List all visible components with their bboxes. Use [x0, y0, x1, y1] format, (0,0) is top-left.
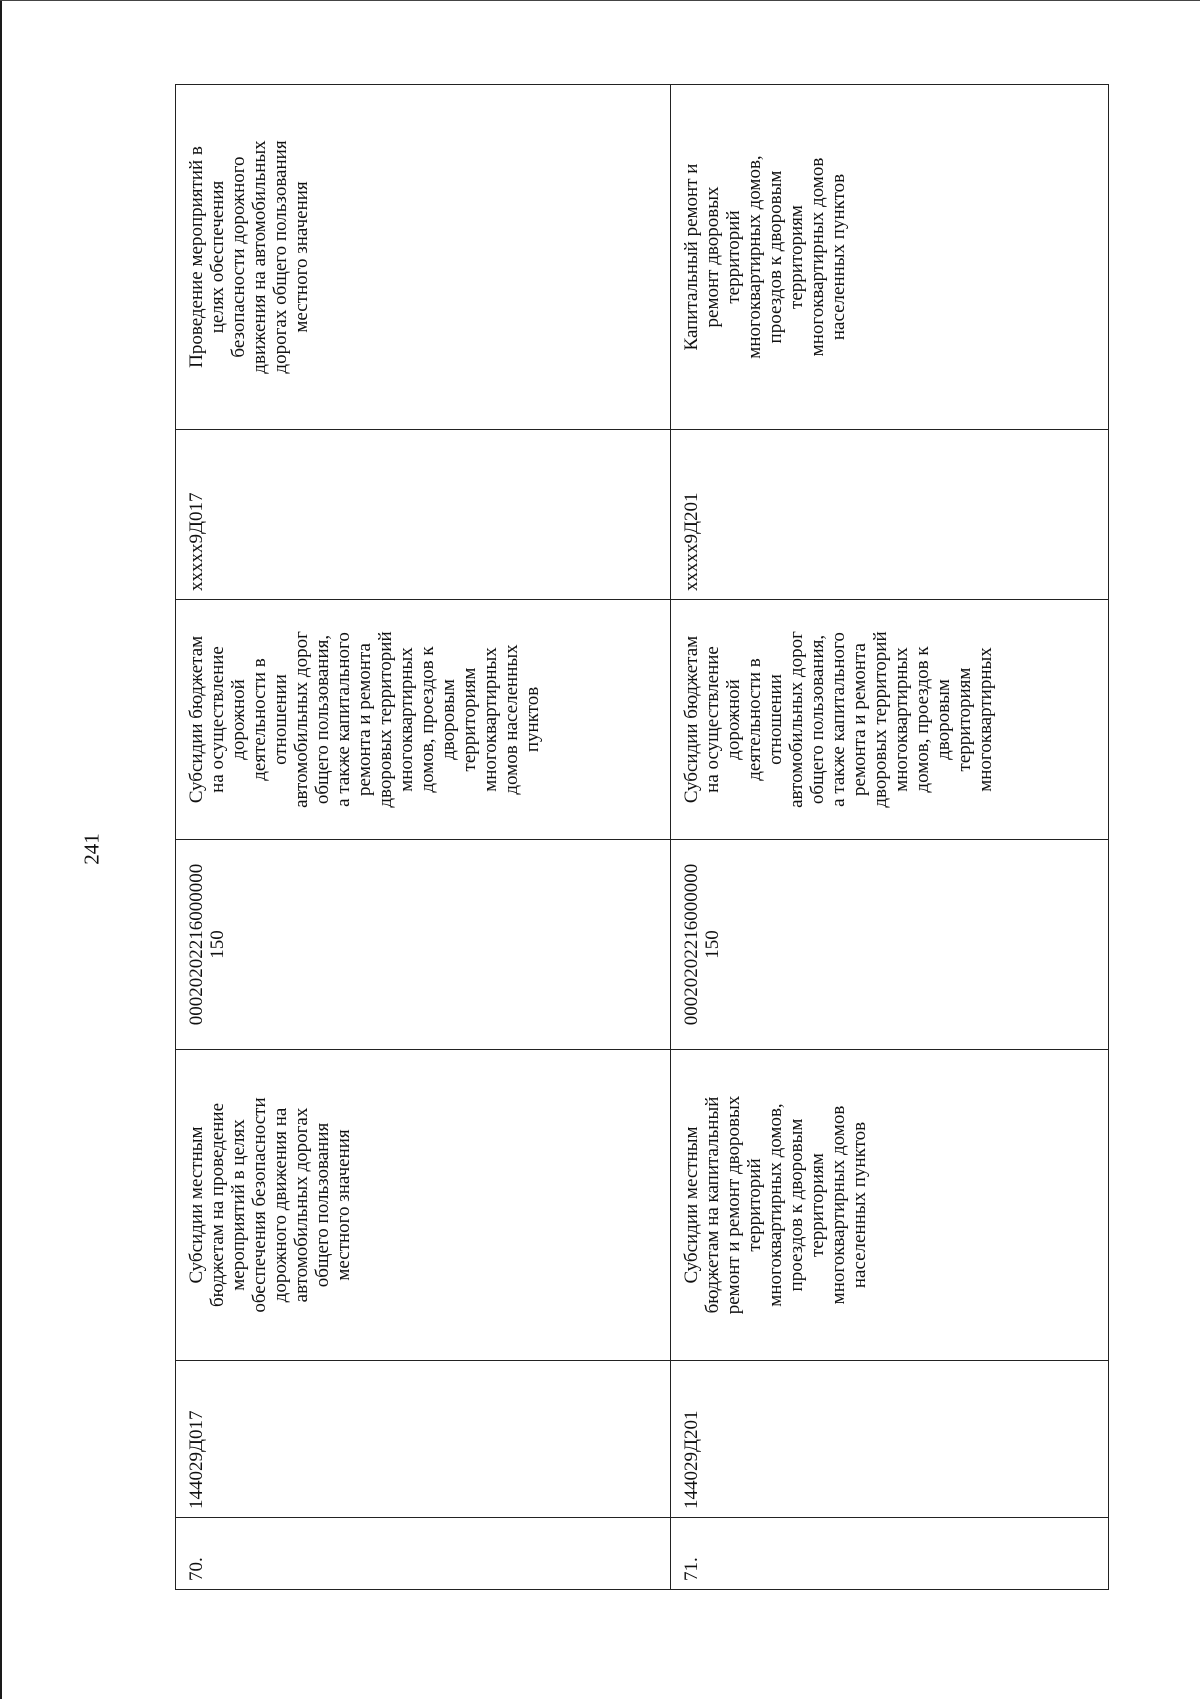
direction-code-cell: ххххх9Д017	[176, 430, 671, 600]
name-cell: Субсидии местным бюджетам на капитальный ремонт и ремонт дворовых территорий многоквартирных домов, проездов к дворовым территориям многоквартирных домов населенных пунктов	[671, 1050, 1109, 1361]
grant-cell: Субсидии бюджетам на осуществление дорожной деятельности в отношении автомобильных дорог общего пользования, а также капитального ремонта и ремонта дворовых территорий многоквартирных домов, проездов к дворовым территориям многоквартирных домов населенных пунктов	[176, 600, 671, 840]
table-row	[671, 85, 1109, 1590]
budget-table	[175, 84, 1109, 1590]
row-number-cell: 71.	[671, 1518, 1109, 1590]
row-number-cell: 70.	[176, 1518, 671, 1590]
code-cell: 144029Д017	[176, 1361, 671, 1518]
table-row	[176, 85, 671, 1590]
scan-edge	[0, 0, 2, 1699]
direction-code-cell: ххххх9Д201	[671, 430, 1109, 600]
grant-cell: Субсидии бюджетам на осуществление дорожной деятельности в отношении автомобильных дорог общего пользования, а также капитального ремонта и ремонта дворовых территорий многоквартирных домов, проездов к дворовым территориям многоквартирных	[671, 600, 1109, 840]
rotated-table-wrapper	[175, 85, 1108, 1590]
page-number: 241	[79, 833, 104, 865]
kbk-cell: 00020202216000000 150	[671, 840, 1109, 1050]
scan-edge-top	[0, 0, 1200, 1]
name-cell: Субсидии местным бюджетам на проведение мероприятий в целях обеспечения безопасности дорожного движения на автомобильных дорогах общего пользования местного значения	[176, 1050, 671, 1361]
direction-cell: Проведение мероприятий в целях обеспечения безопасности дорожного движения на автомобильных дорогах общего пользования местного значения	[176, 85, 671, 430]
kbk-cell: 00020202216000000 150	[176, 840, 671, 1050]
direction-cell: Капитальный ремонт и ремонт дворовых территорий многоквартирных домов, проездов к дворовым территориям многоквартирных домов населенных пунктов	[671, 85, 1109, 430]
code-cell: 144029Д201	[671, 1361, 1109, 1518]
